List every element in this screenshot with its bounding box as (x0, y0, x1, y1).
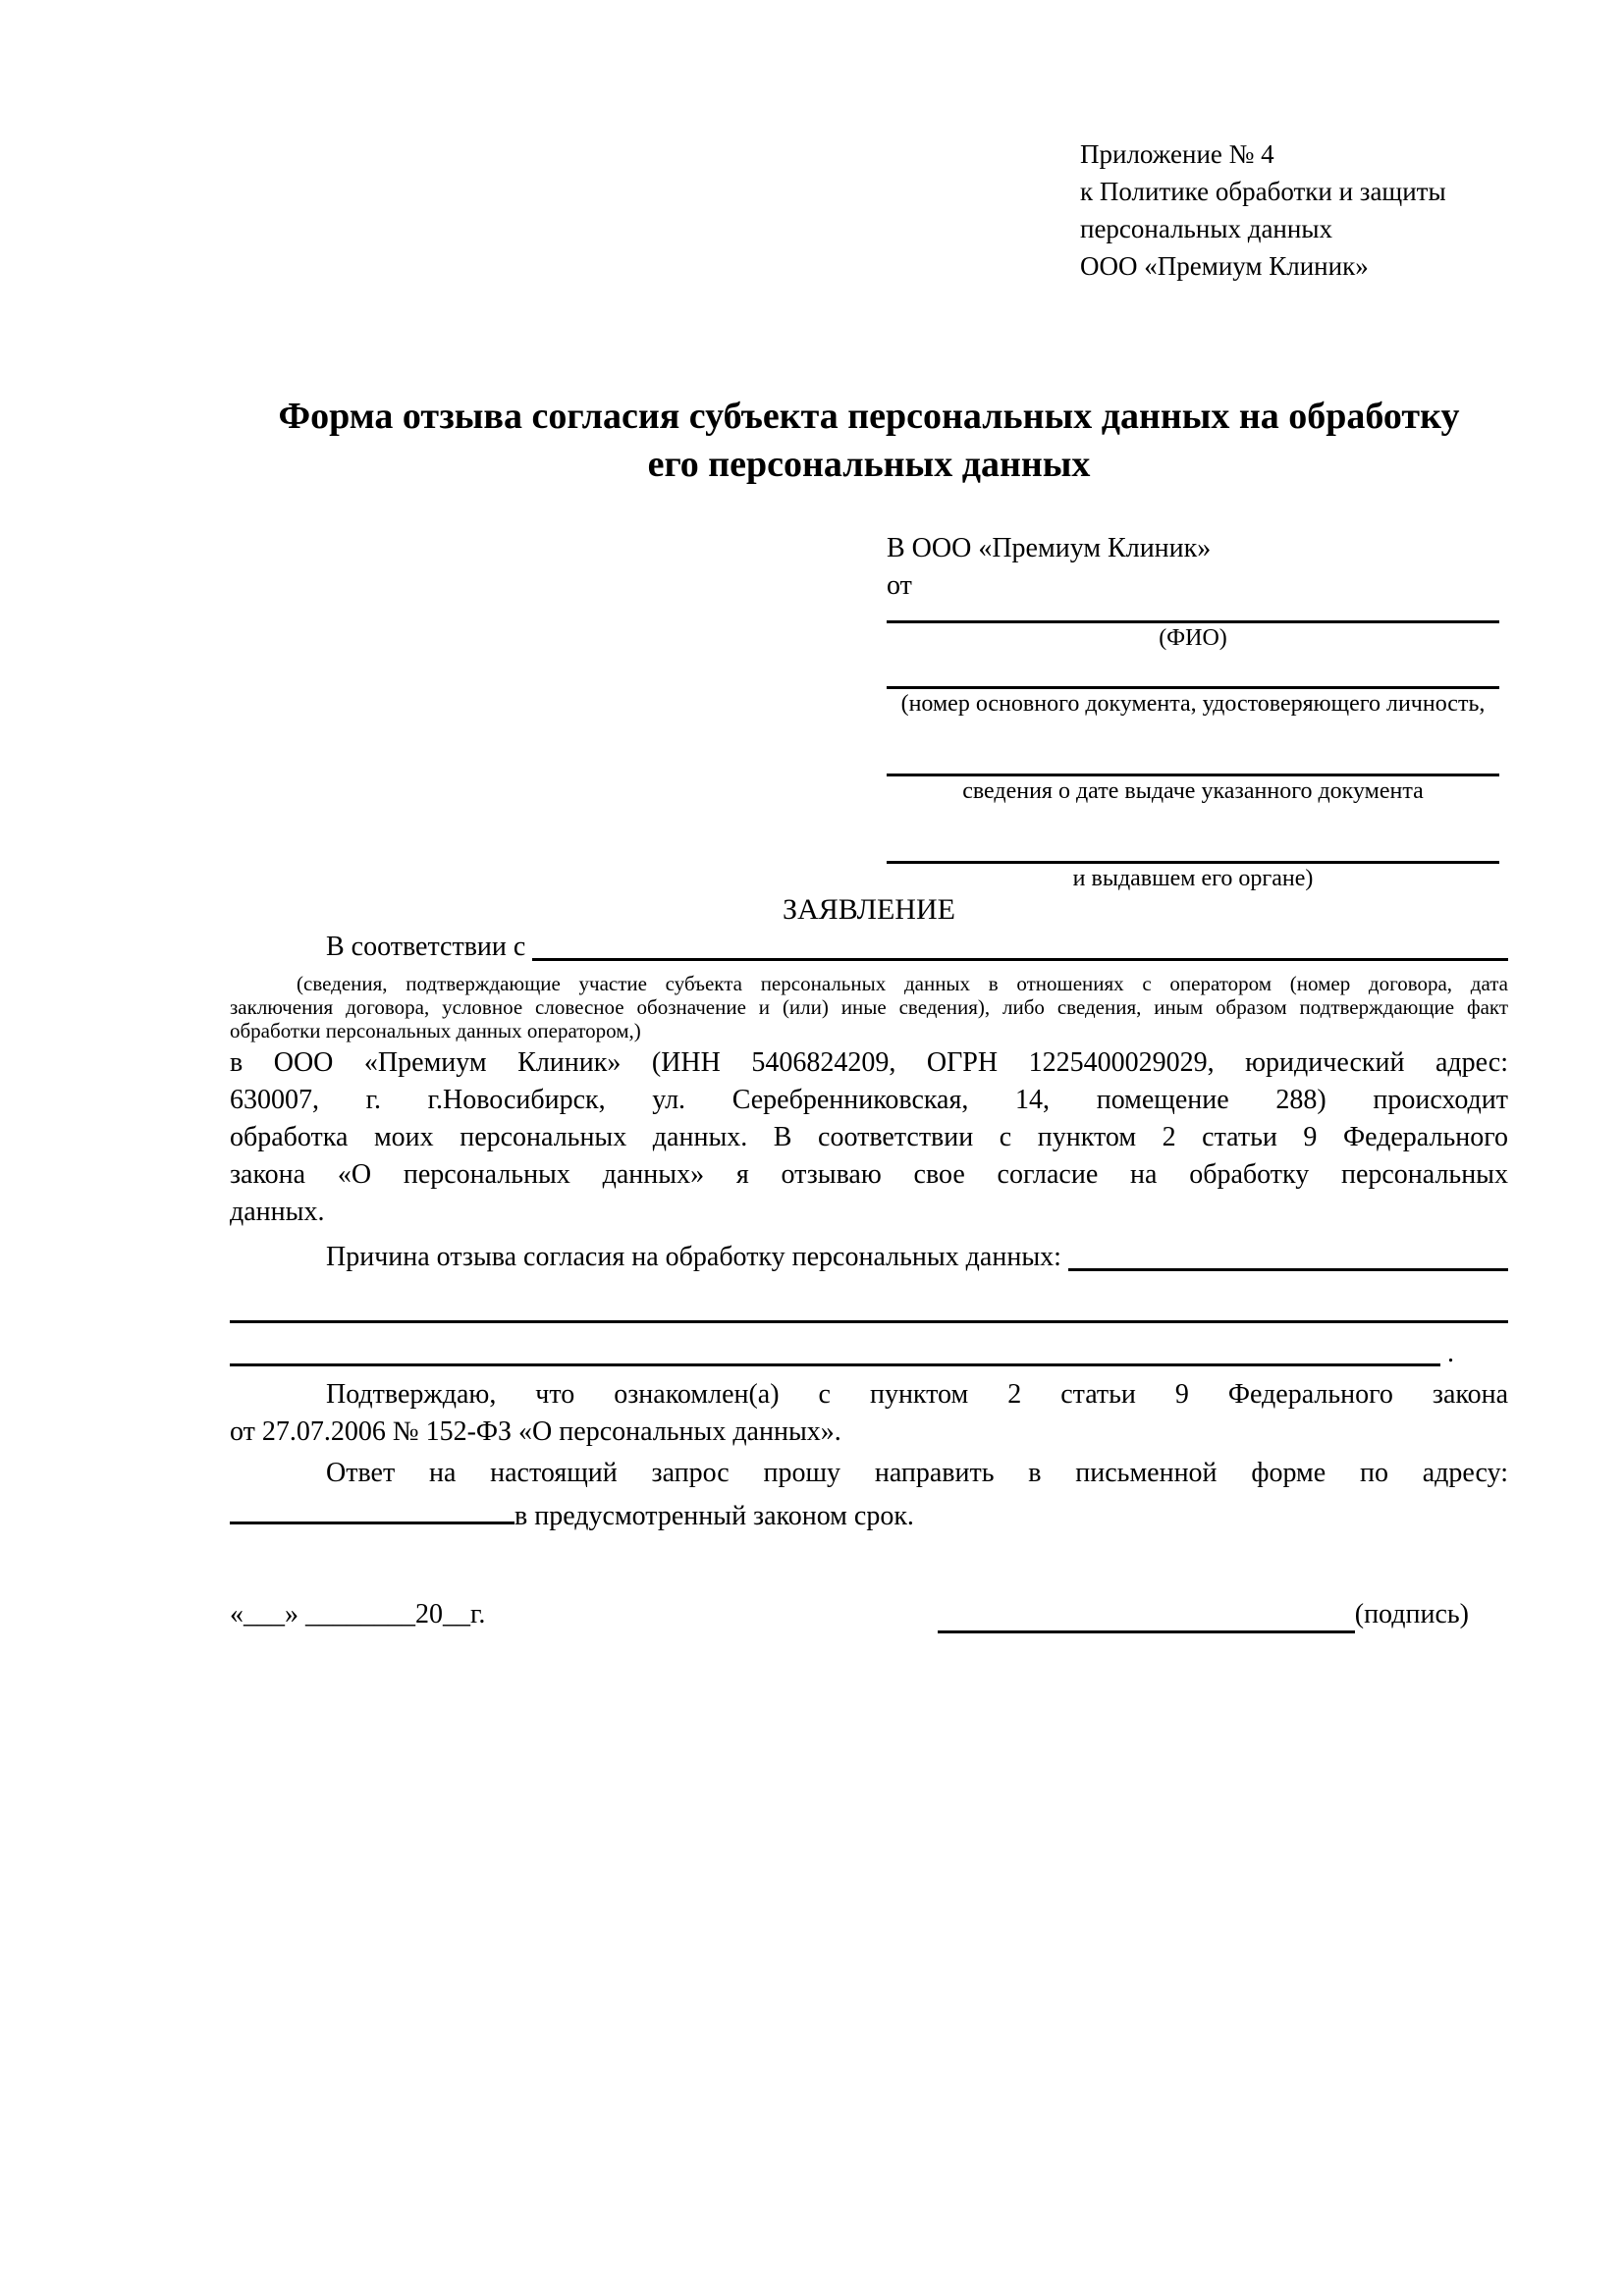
document-title-line1: Форма отзыва согласия субъекта персональных данных на обработку (278, 396, 1460, 437)
reply-paragraph (230, 1455, 1508, 1535)
operator-paragraph-line5: данных. (230, 1197, 325, 1227)
document-number-caption: (номер основного документа, удостоверяющего личность, (900, 691, 1486, 717)
date-line: «___» ________20__г. (230, 1599, 486, 1629)
blank-answer-line2 (230, 1329, 1508, 1372)
reason-prefix: Причина отзыва согласия на обработку персональных данных: (326, 1242, 1068, 1272)
blank-answer-line1 (230, 1286, 1508, 1329)
appendix-policy-line2: персональных данных (1080, 214, 1332, 243)
small-print-line3: обработки персональных данных оператором,) (230, 1019, 641, 1042)
reply-line2 (230, 1492, 1508, 1535)
document-title (230, 393, 1508, 489)
signature-group (938, 1596, 1469, 1633)
fio-blank-line (887, 605, 1499, 623)
reason-answer-area (230, 1286, 1508, 1372)
document-title-line2: его персональных данных (647, 444, 1091, 485)
statement-heading: ЗАЯВЛЕНИЕ (783, 893, 955, 926)
operator-paragraph-line3: обработка моих персональных данных. В соответствии с пунктом 2 статьи 9 Федерального (230, 1122, 1508, 1152)
operator-paragraph-line4: закона «О персональных данных» я отзываю свое согласие на обработку персональных (230, 1159, 1508, 1190)
appendix-header (1080, 135, 1446, 285)
appendix-company: ООО «Премиум Клиник» (1080, 251, 1369, 281)
reason-section (230, 1239, 1508, 1276)
issuing-authority-blank-line (887, 845, 1499, 864)
accordance-blank-line (532, 929, 1508, 966)
issue-date-caption: сведения о дате выдаче указанного документа (962, 778, 1424, 804)
small-print-line1: (сведения, подтверждающие участие субъекта персональных данных в отношениях с оператором (номер договора, дата (297, 972, 1508, 995)
footer-row (230, 1596, 1508, 1633)
reason-blank-line (1068, 1239, 1508, 1276)
operator-paragraph-line2: 630007, г. г.Новосибирск, ул. Серебренниковская, 14, помещение 288) происходит (230, 1085, 1508, 1115)
appendix-policy-line: к Политике обработки и защиты (1080, 177, 1446, 206)
appendix-number: Приложение № 4 (1080, 139, 1274, 169)
accordance-line (230, 929, 1508, 966)
confirmation-paragraph (230, 1376, 1508, 1451)
confirmation-line1: Подтверждаю, что ознакомлен(а) с пунктом 2 статьи 9 Федерального закона (326, 1379, 1508, 1410)
issuing-authority-caption: и выдавшем его органе) (1072, 866, 1314, 891)
small-print-note (230, 972, 1508, 1042)
reason-line (230, 1239, 1508, 1276)
document-number-blank-line (887, 670, 1499, 689)
signature-blank-line (938, 1601, 1355, 1633)
accordance-section (230, 929, 1508, 966)
addressee-to-line: В ООО «Премиум Клиник» (887, 533, 1212, 563)
confirmation-line2: от 27.07.2006 № 152-ФЗ «О персональных данных». (230, 1416, 841, 1447)
reply-suffix: в предусмотренный законом срок. (514, 1501, 914, 1531)
answer-end-period: . (1447, 1338, 1454, 1368)
addressee-block (887, 530, 1499, 893)
signature-caption: (подпись) (1354, 1599, 1469, 1629)
reply-line1: Ответ на настоящий запрос прошу направить в письменной форме по адресу: (326, 1458, 1508, 1488)
fio-caption: (ФИО) (1159, 625, 1227, 651)
operator-paragraph-line1: в ООО «Премиум Клиник» (ИНН 5406824209, ОГРН 1225400029029, юридический адрес: (230, 1047, 1508, 1078)
small-print-line2: заключения договора, условное словесное обозначение и (или) иные сведения), либо сведения, иным образом подтверждающие факт (230, 995, 1508, 1019)
issue-date-blank-line (887, 758, 1499, 776)
operator-paragraph (230, 1044, 1508, 1231)
accordance-prefix: В соответствии с (326, 932, 533, 962)
reply-address-blank-line (230, 1492, 514, 1524)
addressee-from-label: от (887, 570, 912, 601)
